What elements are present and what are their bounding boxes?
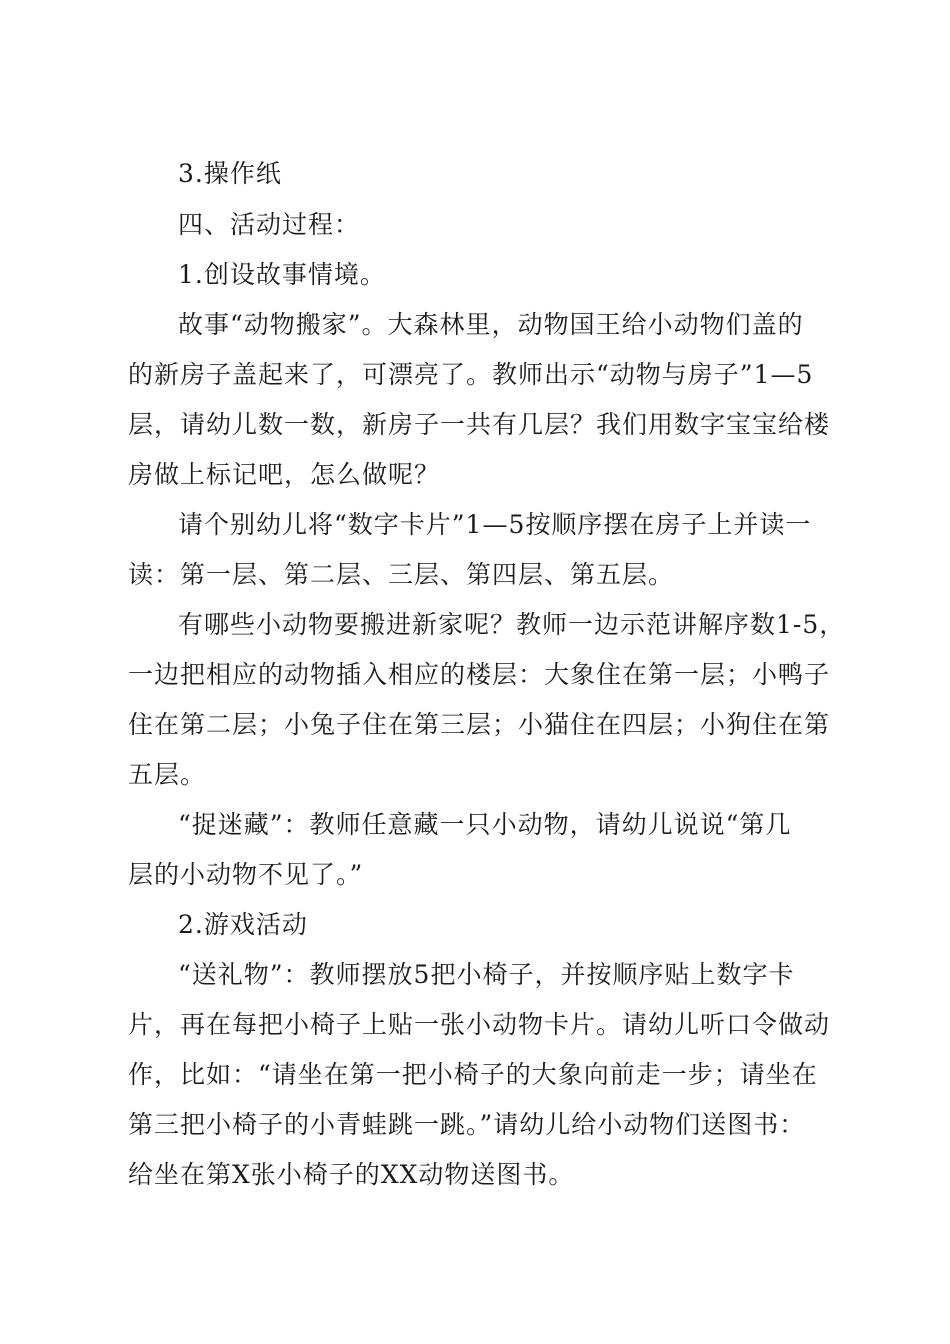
paragraph-line: 请个别幼儿将“数字卡片”1—5按顺序摆在房子上并读一 bbox=[178, 510, 812, 539]
subheading-game-activity: 2.游戏活动 bbox=[178, 910, 308, 939]
paragraph-line: 层的小动物不见了。” bbox=[128, 860, 364, 889]
paragraph-line: 有哪些小动物要搬进新家呢？教师一边示范讲解序数1-5， bbox=[178, 610, 846, 639]
item-operation-paper: 3.操作纸 bbox=[178, 159, 282, 188]
paragraph-line: 的新房子盖起来了，可漂亮了。教师出示“动物与房子”1—5 bbox=[128, 360, 814, 389]
paragraph-line: 五层。 bbox=[128, 760, 207, 789]
paragraph-line: “捉迷藏”：教师任意藏一只小动物，请幼儿说说“第几 bbox=[178, 810, 792, 839]
paragraph-line: 一边把相应的动物插入相应的楼层：大象住在第一层；小鸭子 bbox=[128, 660, 831, 689]
paragraph-line: 房做上标记吧，怎么做呢？ bbox=[128, 460, 441, 489]
paragraph-line: 故事“动物搬家”。大森林里，动物国王给小动物们盖的 bbox=[178, 310, 804, 339]
paragraph-line: 给坐在第X张小椅子的XX动物送图书。 bbox=[128, 1160, 575, 1189]
paragraph-line: 第三把小椅子的小青蛙跳一跳。”请幼儿给小动物们送图书： bbox=[128, 1110, 806, 1139]
paragraph-line: 读：第一层、第二层、三层、第四层、第五层。 bbox=[128, 560, 675, 589]
paragraph-line: 层，请幼儿数一数，新房子一共有几层？我们用数字宝宝给楼 bbox=[128, 410, 831, 439]
paragraph-line: 住在第二层；小兔子住在第三层；小猫住在四层；小狗住在第 bbox=[128, 710, 831, 739]
paragraph-line: 作，比如：“请坐在第一把小椅子的大象向前走一步；请坐在 bbox=[128, 1060, 818, 1089]
paragraph-line: 片，再在每把小椅子上贴一张小动物卡片。请幼儿听口令做动 bbox=[128, 1010, 831, 1039]
subheading-story-context: 1.创设故事情境。 bbox=[178, 260, 386, 289]
paragraph-line: “送礼物”：教师摆放5把小椅子，并按顺序贴上数字卡 bbox=[178, 960, 795, 989]
section-heading-activity-process: 四、活动过程： bbox=[178, 210, 361, 239]
